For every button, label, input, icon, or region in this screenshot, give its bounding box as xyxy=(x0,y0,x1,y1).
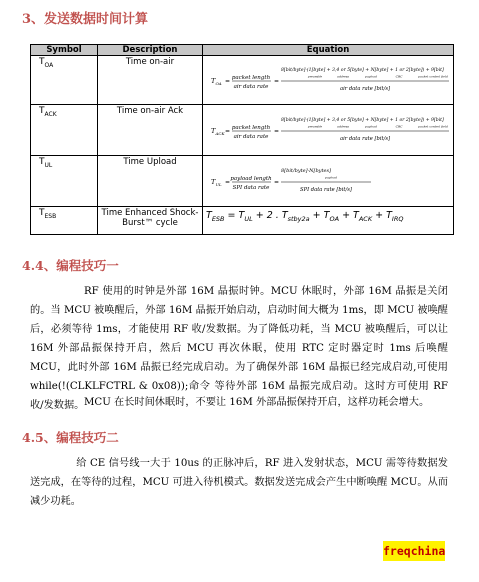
formula-lhs: T xyxy=(211,127,216,135)
expansion-numerator: 8[bit/byte]·N[bytes] xyxy=(281,168,331,174)
formula-tack xyxy=(203,105,454,155)
fraction-numerator: payload length xyxy=(230,176,272,182)
symbol-cell: $T_{ESB}$ xyxy=(31,207,98,235)
equals-sign: = xyxy=(225,179,231,186)
equation-term: + 2 . T xyxy=(252,210,288,221)
equation-cell xyxy=(203,56,454,105)
formula-lhs-sub: UL xyxy=(215,182,222,187)
paragraph-1: RF 使用的时钟是外部 16M 晶振时钟。MCU 休眠时，外部 16M 晶振是关闭的。当 MCU 被唤醒后，外部 16M 晶振开始启动，启动时间大概为 1ms，即 MCU 被唤醒后，必须等待 1ms，才能使用 RF 收/发数据。为了降低功耗，当 MCU 被唤醒后，可以让 16M 外部晶振保持开启，然后 MCU 再次休眠，使用 RTC 定时器定时 1ms 后唤醒 MCU，此时外部 16M 晶振已经完成启动。为了确保外部 16M 晶振已经完成启动,可使用 while(!(CLKLFCTRL & 0x08));命令 等待外部 16M 晶振完成启动。这时方可使用 RF 收/发数据。 xyxy=(30,286,448,411)
underbrace-label: preamble xyxy=(307,74,323,79)
equation-term: T xyxy=(206,210,212,221)
equation-subscript: stby2a xyxy=(287,214,310,223)
equation-subscript: UL xyxy=(244,214,253,223)
description-cell: Time Enhanced Shock-Burst™ cycle xyxy=(98,207,203,235)
equation-subscript: IRQ xyxy=(391,214,404,223)
paragraph-3: 给 CE 信号线一大于 10us 的正脉冲后，RF 进入发射状态，MCU 需等待数据发送完成，在等待的过程，MCU 可进入待机模式。数据发送完成会产生中断唤醒 MCU。从而减少功耗。 xyxy=(30,458,448,507)
equals-sign: = xyxy=(274,179,280,186)
underbrace-label: payload xyxy=(365,74,377,79)
table-row-tesb xyxy=(31,207,454,235)
equation-term: + T xyxy=(309,210,330,221)
table-row-tack xyxy=(31,105,454,156)
equation-subscript: ACK xyxy=(358,214,373,223)
formula-lhs-sub: ACK xyxy=(215,131,225,136)
description-cell: Time Upload xyxy=(98,156,203,207)
formula-toa xyxy=(203,56,454,104)
equals-sign: = xyxy=(274,78,280,85)
underbrace-label: packet control field xyxy=(418,74,448,79)
fraction-denominator: air data rate xyxy=(233,134,269,140)
section-4-4-heading: 4.4、编程技巧一 xyxy=(22,258,119,273)
table-header-row xyxy=(31,45,454,56)
equation-term: = T xyxy=(224,210,245,221)
underbrace-label: CRC xyxy=(395,124,403,129)
equation-esb xyxy=(203,207,454,235)
equation-cell xyxy=(203,105,454,156)
underbrace-label: address xyxy=(337,124,349,129)
formula-tul xyxy=(203,156,454,206)
equation-subscript: ESB xyxy=(211,214,225,223)
equation-term: + T xyxy=(372,210,392,221)
paragraph-2: MCU 在长时间休眠时，不要让 16M 外部晶振保持开启，这样功耗会增大。 xyxy=(84,397,430,408)
underbrace-label: payload xyxy=(365,124,377,129)
equation-cell xyxy=(203,156,454,207)
expansion-denominator: air data rate [bit/s] xyxy=(339,86,391,92)
underbrace-label: preamble xyxy=(307,124,323,129)
fraction-numerator: packet length xyxy=(231,75,271,81)
equation-subscript: OA xyxy=(329,214,340,223)
symbol-cell: $T_{OA}$ xyxy=(31,56,98,105)
section-3-heading: 3、发送数据时间计算 xyxy=(22,12,149,27)
expansion-denominator: SPI data rate [bit/s] xyxy=(300,187,352,193)
header-symbol: Symbol xyxy=(31,45,98,56)
header-description: Description xyxy=(98,45,203,56)
underbrace-label: CRC xyxy=(395,74,403,79)
description-cell: Time on-air Ack xyxy=(98,105,203,156)
formula-lhs-sub: OA xyxy=(215,81,222,86)
expansion-numerator: 8[bit/byte]·(1[byte] + 3,4 or 5[byte] + N[byte] + 1 or 2[byte]) + 9[bit] xyxy=(281,118,444,123)
header-equation: Equation xyxy=(203,45,454,56)
symbol-cell: $T_{ACK}$ xyxy=(31,105,98,156)
fraction-numerator: packet length xyxy=(231,125,271,131)
formula-lhs: T xyxy=(211,178,216,186)
table-row-toa xyxy=(31,56,454,105)
equation-term: + T xyxy=(339,210,359,221)
section-4-5-heading: 4.5、编程技巧二 xyxy=(22,430,119,445)
equation-table xyxy=(30,44,454,235)
equals-sign: = xyxy=(225,78,231,85)
underbrace-label: payload xyxy=(325,175,337,180)
underbrace-label: address xyxy=(337,74,349,79)
underbrace-label: packet control field xyxy=(418,124,448,129)
equals-sign: = xyxy=(225,128,231,135)
description-cell: Time on-air xyxy=(98,56,203,105)
fraction-denominator: air data rate xyxy=(233,84,269,90)
expansion-denominator: air data rate [bit/s] xyxy=(339,136,391,142)
symbol-cell: $T_{UL}$ xyxy=(31,156,98,207)
freqchina-logo: freqchina xyxy=(383,541,445,561)
formula-lhs: T xyxy=(211,77,216,85)
table-row-tul xyxy=(31,156,454,207)
fraction-denominator: SPI data rate xyxy=(232,185,270,191)
expansion-numerator: 8[bit/byte]·(1[byte] + 3,4 or 5[byte] + N[byte] + 1 or 2[byte]) + 9[bit] xyxy=(281,68,444,73)
equals-sign: = xyxy=(274,128,280,135)
